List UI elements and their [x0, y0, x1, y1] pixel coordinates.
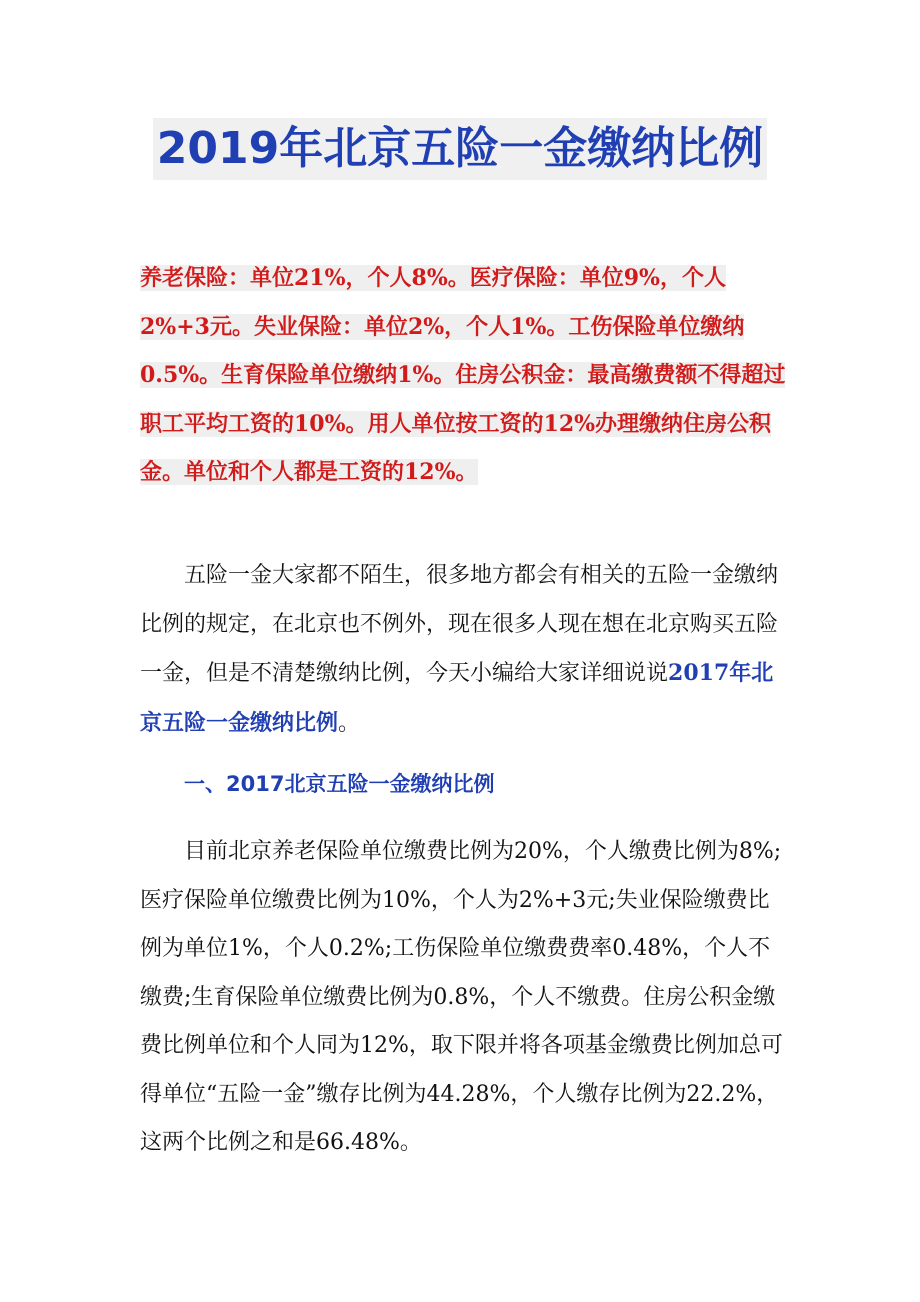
- intro-end: 。: [338, 710, 361, 736]
- section-heading: 一、2017北京五险一金缴纳比例: [184, 772, 495, 796]
- detail-text: 目前北京养老保险单位缴费比例为20%，个人缴费比例为8%;医疗保险单位缴费比例为10%，个人为2%+3元;失业保险缴费比例为单位1%，个人0.2%;工伤保险单位缴费费率0.48%，个人不缴费;生育保险单位缴费比例为0.8%，个人不缴费。住房公积金缴费比例单位和个人同为12%，取下限并将各项基金缴费比例加总可得单位“五险一金”缴存比例为44.28%，个人缴存比例为22.2%，这两个比例之和是66.48%。: [140, 839, 783, 1155]
- summary-text: 养老保险：单位21%，个人8%。医疗保险：单位9%，个人2%+3元。失业保险：单位2%，个人1%。工伤保险单位缴纳0.5%。生育保险单位缴纳1%。住房公积金：最高缴费额不得超过职工平均工资的10%。用人单位按工资的12%办理缴纳住房公积金。单位和个人都是工资的12%。: [140, 265, 786, 485]
- detail-paragraph: [140, 828, 790, 1168]
- intro-paragraph: [140, 552, 790, 748]
- intro-link[interactable]: 2017年北京五险一金缴纳比例: [140, 660, 774, 736]
- summary-paragraph: [140, 254, 790, 497]
- title-wrap: [0, 118, 920, 180]
- intro-text: 五险一金大家都不陌生，很多地方都会有相关的五险一金缴纳比例的规定，在北京也不例外，现在很多人现在想在北京购买五险一金，但是不清楚缴纳比例，今天小编给大家详细说说: [140, 563, 779, 686]
- page-title: 2019年北京五险一金缴纳比例: [153, 118, 767, 180]
